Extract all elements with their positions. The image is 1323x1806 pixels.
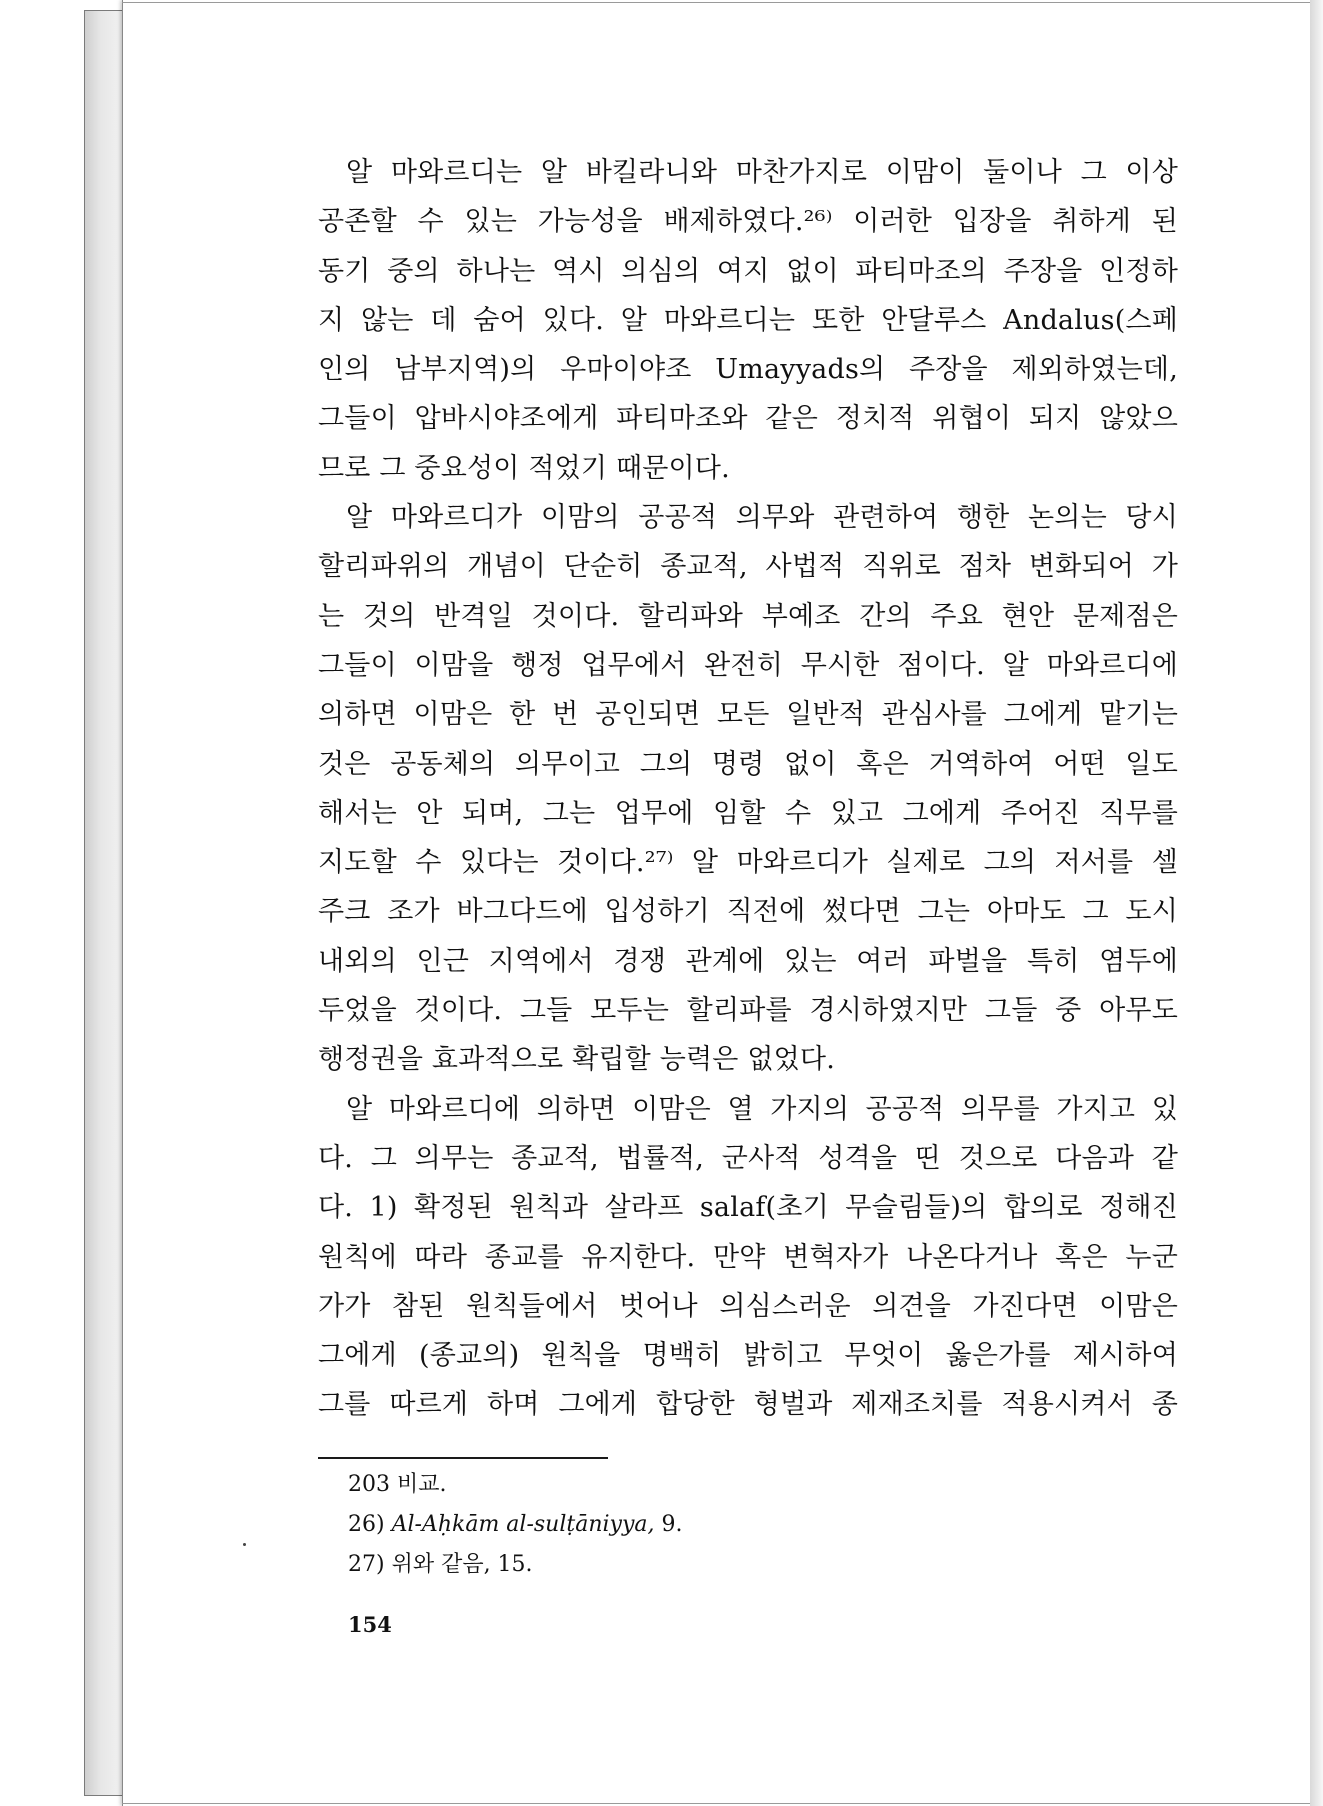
text-line: 원칙에 따라 종교를 유지한다. 만약 변혁자가 나온다거나 혹은 누군 — [318, 1241, 1178, 1273]
text-line: 알 마와르디는 알 바킬라니와 마찬가지로 이맘이 둘이나 그 이상 — [346, 157, 1178, 188]
text-line: 그들이 이맘을 행정 업무에서 완전히 무시한 점이다. 알 마와르디에 — [318, 649, 1178, 681]
text-line: 것은 공동체의 의무이고 그의 명령 없이 혹은 거역하여 어떤 일도 — [318, 748, 1178, 780]
text-line: 알 마와르디에 의하면 이맘은 열 가지의 공공적 의무를 가지고 있 — [346, 1093, 1178, 1125]
text-line: 는 것의 반격일 것이다. 할리파와 부예조 간의 주요 현안 문제점은 — [318, 600, 1178, 632]
footnote-divider — [318, 1457, 608, 1459]
footnote-continued: 203 비교. — [348, 1472, 447, 1497]
text-line: 그에게 (종교의) 원칙을 명백히 밝히고 무엇이 옳은가를 제시하여 — [318, 1340, 1178, 1372]
text-line: 지도할 수 있다는 것이다.²⁷⁾ 알 마와르디가 실제로 그의 저서를 셀 — [318, 847, 1178, 879]
text-line: 알 마와르디가 이맘의 공공적 의무와 관련하여 행한 논의는 당시 — [346, 502, 1178, 534]
footnote-number: 26) — [348, 1512, 385, 1537]
text-line: 의하면 이맘은 한 번 공인되면 모든 일반적 관심사를 그에게 맡기는 — [318, 699, 1178, 731]
paragraph — [318, 148, 1178, 493]
text-line: 그를 따르게 하며 그에게 합당한 형벌과 제재조치를 적용시켜서 종 — [318, 1389, 1178, 1421]
text-line: 할리파위의 개념이 단순히 종교적, 사법적 직위로 점차 변화되어 가 — [318, 551, 1178, 583]
text-line: 주크 조가 바그다드에 입성하기 직전에 썼다면 그는 아마도 그 도시 — [318, 896, 1178, 928]
text-line: 다. 1) 확정된 원칙과 살라프 salaf(초기 무슬림들)의 합의로 정해진 — [318, 1192, 1178, 1224]
text-line: 므로 그 중요성이 적었기 때문이다. — [318, 452, 730, 484]
text-line: 그들이 압바시야조에게 파티마조와 같은 정치적 위협이 되지 않았으 — [318, 403, 1178, 435]
text-line: 공존할 수 있는 가능성을 배제하였다.²⁶⁾ 이러한 입장을 취하게 된 — [318, 206, 1178, 238]
paragraph — [318, 1085, 1178, 1430]
page-number: 154 — [348, 1612, 392, 1637]
text-line: 인의 남부지역)의 우마이야조 Umayyads의 주장을 제외하였는데, — [318, 354, 1178, 386]
page-bottom-border — [122, 1803, 1312, 1804]
text-line: 두었을 것이다. 그들 모두는 할리파를 경시하였지만 그들 중 아무도 — [318, 995, 1178, 1027]
footnotes — [348, 1465, 1048, 1585]
footnote-27: 27) 위와 같음, 15. — [348, 1552, 533, 1577]
text-line: 지 않는 데 숨어 있다. 알 마와르디는 또한 안달루스 Andalus(스페 — [318, 304, 1178, 336]
page-top-border — [122, 2, 1312, 3]
text-line: 내외의 인근 지역에서 경쟁 관계에 있는 여러 파벌을 특히 염두에 — [318, 945, 1178, 977]
book-spine — [84, 10, 124, 1796]
text-line: 행정권을 효과적으로 확립할 능력은 없었다. — [318, 1044, 835, 1076]
scan-speck — [243, 1543, 246, 1546]
page-right-edge — [1310, 0, 1323, 1806]
footnote-page: 9. — [661, 1512, 683, 1537]
book-left-margin — [0, 0, 60, 1806]
footnote-26 — [348, 1505, 1048, 1545]
body-text — [318, 148, 1178, 1430]
text-line: 다. 그 의무는 종교적, 법률적, 군사적 성격을 띤 것으로 다음과 같 — [318, 1142, 1178, 1174]
text-line: 해서는 안 되며, 그는 업무에 임할 수 있고 그에게 주어진 직무를 — [318, 797, 1178, 829]
footnote-title: Al-Aḥkām al-sulṭāniyya, — [391, 1512, 655, 1537]
paragraph — [318, 493, 1178, 1085]
text-line: 동기 중의 하나는 역시 의심의 여지 없이 파티마조의 주장을 인정하 — [318, 255, 1178, 287]
text-line: 가가 참된 원칙들에서 벗어나 의심스러운 의견을 가진다면 이맘은 — [318, 1290, 1178, 1322]
